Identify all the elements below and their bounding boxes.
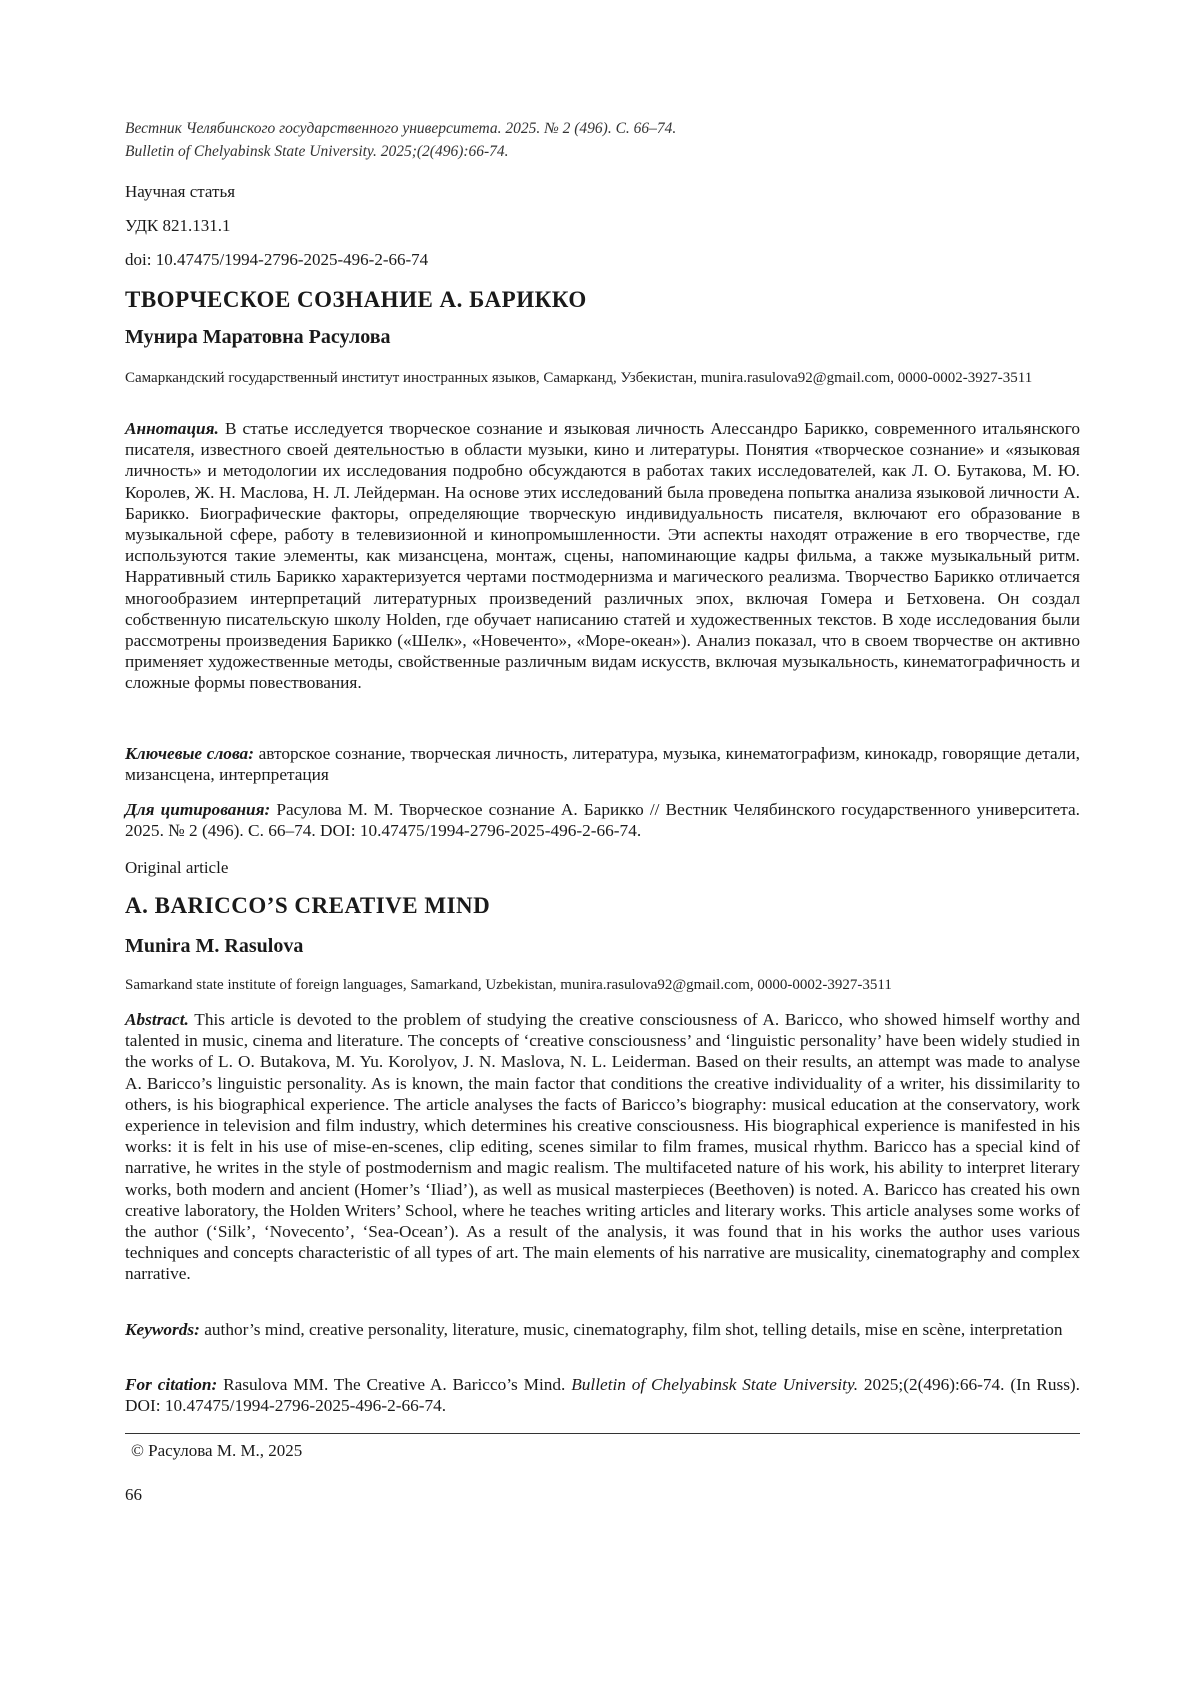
author-name-en: Munira M. Rasulova bbox=[125, 935, 304, 957]
citation-journal-en: Bulletin of Chelyabinsk State University. bbox=[571, 1375, 859, 1394]
keywords-text-ru: авторское сознание, творческая личность, литература, музыка, кинематографизм, кинокадр, говорящие детали, мизансцена, интерпретация bbox=[125, 744, 1080, 785]
citation-text-ru: Расулова М. М. Творческое сознание А. Барикко // Вестник Челябинского государственного университета. 2025. № 2 (496). С. 66–74. DOI: 10.47475/1994-2796-2025-496-2-66-74. bbox=[125, 800, 1080, 841]
citation-label-ru: Для цитирования: bbox=[125, 800, 271, 819]
article-type-en: Original article bbox=[125, 858, 229, 877]
keywords-label-en: Keywords: bbox=[125, 1320, 200, 1339]
abstract-label-en: Abstract. bbox=[125, 1010, 189, 1029]
copyright-footnote: © Расулова М. М., 2025 bbox=[131, 1441, 303, 1460]
author-name-ru: Мунира Маратовна Расулова bbox=[125, 326, 391, 348]
citation-text-en-part1: Rasulova MM. The Creative A. Baricco’s Mind. bbox=[217, 1375, 572, 1394]
keywords-ru bbox=[125, 743, 1080, 785]
citation-text-en-part2: 2025;(2(496):66-74. (In Russ). DOI: 10.47475/1994-2796-2025-496-2-66-74. bbox=[125, 1375, 1080, 1416]
abstract-ru bbox=[125, 418, 1080, 694]
journal-reference-ru: Вестник Челябинского государственного университета. 2025. № 2 (496). С. 66–74. bbox=[125, 120, 677, 137]
article-type-ru: Научная статья bbox=[125, 182, 236, 201]
affiliation-en: Samarkand state institute of foreign languages, Samarkand, Uzbekistan, munira.rasulova92@gmail.com, 0000-0002-3927-3511 bbox=[125, 977, 892, 993]
page-number: 66 bbox=[125, 1485, 142, 1504]
keywords-en bbox=[125, 1319, 1080, 1340]
udc-code: УДК 821.131.1 bbox=[125, 216, 231, 235]
keywords-text-en: author’s mind, creative personality, literature, music, cinematography, film shot, telling details, mise en scène, interpretation bbox=[199, 1320, 1063, 1339]
article-title-en: A. BARICCO’S CREATIVE MIND bbox=[125, 893, 491, 918]
keywords-label-ru: Ключевые слова: bbox=[125, 744, 254, 763]
citation-en bbox=[125, 1374, 1080, 1416]
abstract-en bbox=[125, 1009, 1080, 1285]
journal-reference-en: Bulletin of Chelyabinsk State University. 2025;(2(496):66-74. bbox=[125, 143, 509, 160]
article-title-ru: ТВОРЧЕСКОЕ СОЗНАНИЕ А. БАРИККО bbox=[125, 287, 587, 312]
abstract-text-en: This article is devoted to the problem of studying the creative consciousness of A. Baricco, who showed himself worthy and talented in music, cinema and literature. The concepts of ‘creative consciousness’ and ‘linguistic personality’ have been widely studied in the works of L. O. Butakova, M. Yu. Korolyov, J. N. Maslova, N. L. Leiderman. Based on their results, an attempt was made to analyse A. Baricco’s linguistic personality. As is known, the main factor that conditions the creative individuality of a writer, his dissimilarity to others, is his biographical experience. The article analyses the facts of Baricco’s biography: musical education at the conservatory, work experience in television and film industry, which determines his creative consciousness. His biographical experience is manifested in his works: it is felt in his use of mise-en-scenes, clip editing, scenes similar to film frames, musical rhythm. Baricco has a special kind of narrative, he writes in the style of postmodernism and magic realism. The multifaceted nature of his work, his ability to interpret literary works, both modern and ancient (Homer’s ‘Iliad’), as well as musical masterpieces (Beethoven) is noted. A. Baricco has created his own creative laboratory, the Holden Writers’ School, where he teaches writing articles and literary works. This article analyses some works of the author (‘Silk’, ‘Novecento’, ‘Sea-Ocean’). As a result of the analysis, it was found that in his works the author uses various techniques and concepts characteristic of all types of art. The main elements of his narrative are musicality, cinematography and complex narrative. bbox=[125, 1010, 1080, 1284]
abstract-text-ru: В статье исследуется творческое сознание и языковая личность Алессандро Барикко, современного итальянского писателя, известного своей деятельностью в области музыки, кино и литературы. Понятия «творческое сознание» и «языковая личность» и методологии их исследования подробно обсуждаются в работах таких исследователей, как Л. О. Бутакова, М. Ю. Королев, Ж. Н. Маслова, Н. Л. Лейдерман. На основе этих исследований была проведена попытка анализа языковой личности А. Барикко. Биографические факторы, определяющие творческую индивидуальность писателя, включают его образование в музыкальной сфере, работу в телевизионной и кинопромышленности. Эти аспекты находят отражение в его творчестве, где используются такие элементы, как мизансцена, монтаж, сцены, напоминающие кадры фильма, а также музыкальный ритм. Нарративный стиль Барикко характеризуется чертами постмодернизма и магического реализма. Творчество Барикко отличается многообразием интерпретаций литературных произведений различных эпох, включая Гомера и Бетховена. Он создал собственную писательскую школу Holden, где обучает написанию статей и художественных текстов. В ходе исследования были рассмотрены произведения Барикко («Шелк», «Новеченто», «Море-океан»). Анализ показал, что в своем творчестве он активно применяет художественные методы, свойственные различным видам искусств, включая музыкальность, кинематографичность и сложные формы повествования. bbox=[125, 419, 1080, 693]
citation-label-en: For citation: bbox=[125, 1375, 218, 1394]
affiliation-ru: Самаркандский государственный институт иностранных языков, Самарканд, Узбекистан, munira.rasulova92@gmail.com, 0000-0002-3927-3511 bbox=[125, 370, 1033, 386]
doi-line: doi: 10.47475/1994-2796-2025-496-2-66-74 bbox=[125, 250, 429, 269]
abstract-label-ru: Аннотация. bbox=[125, 419, 219, 438]
footnote-divider bbox=[125, 1433, 1080, 1434]
citation-ru bbox=[125, 799, 1080, 841]
